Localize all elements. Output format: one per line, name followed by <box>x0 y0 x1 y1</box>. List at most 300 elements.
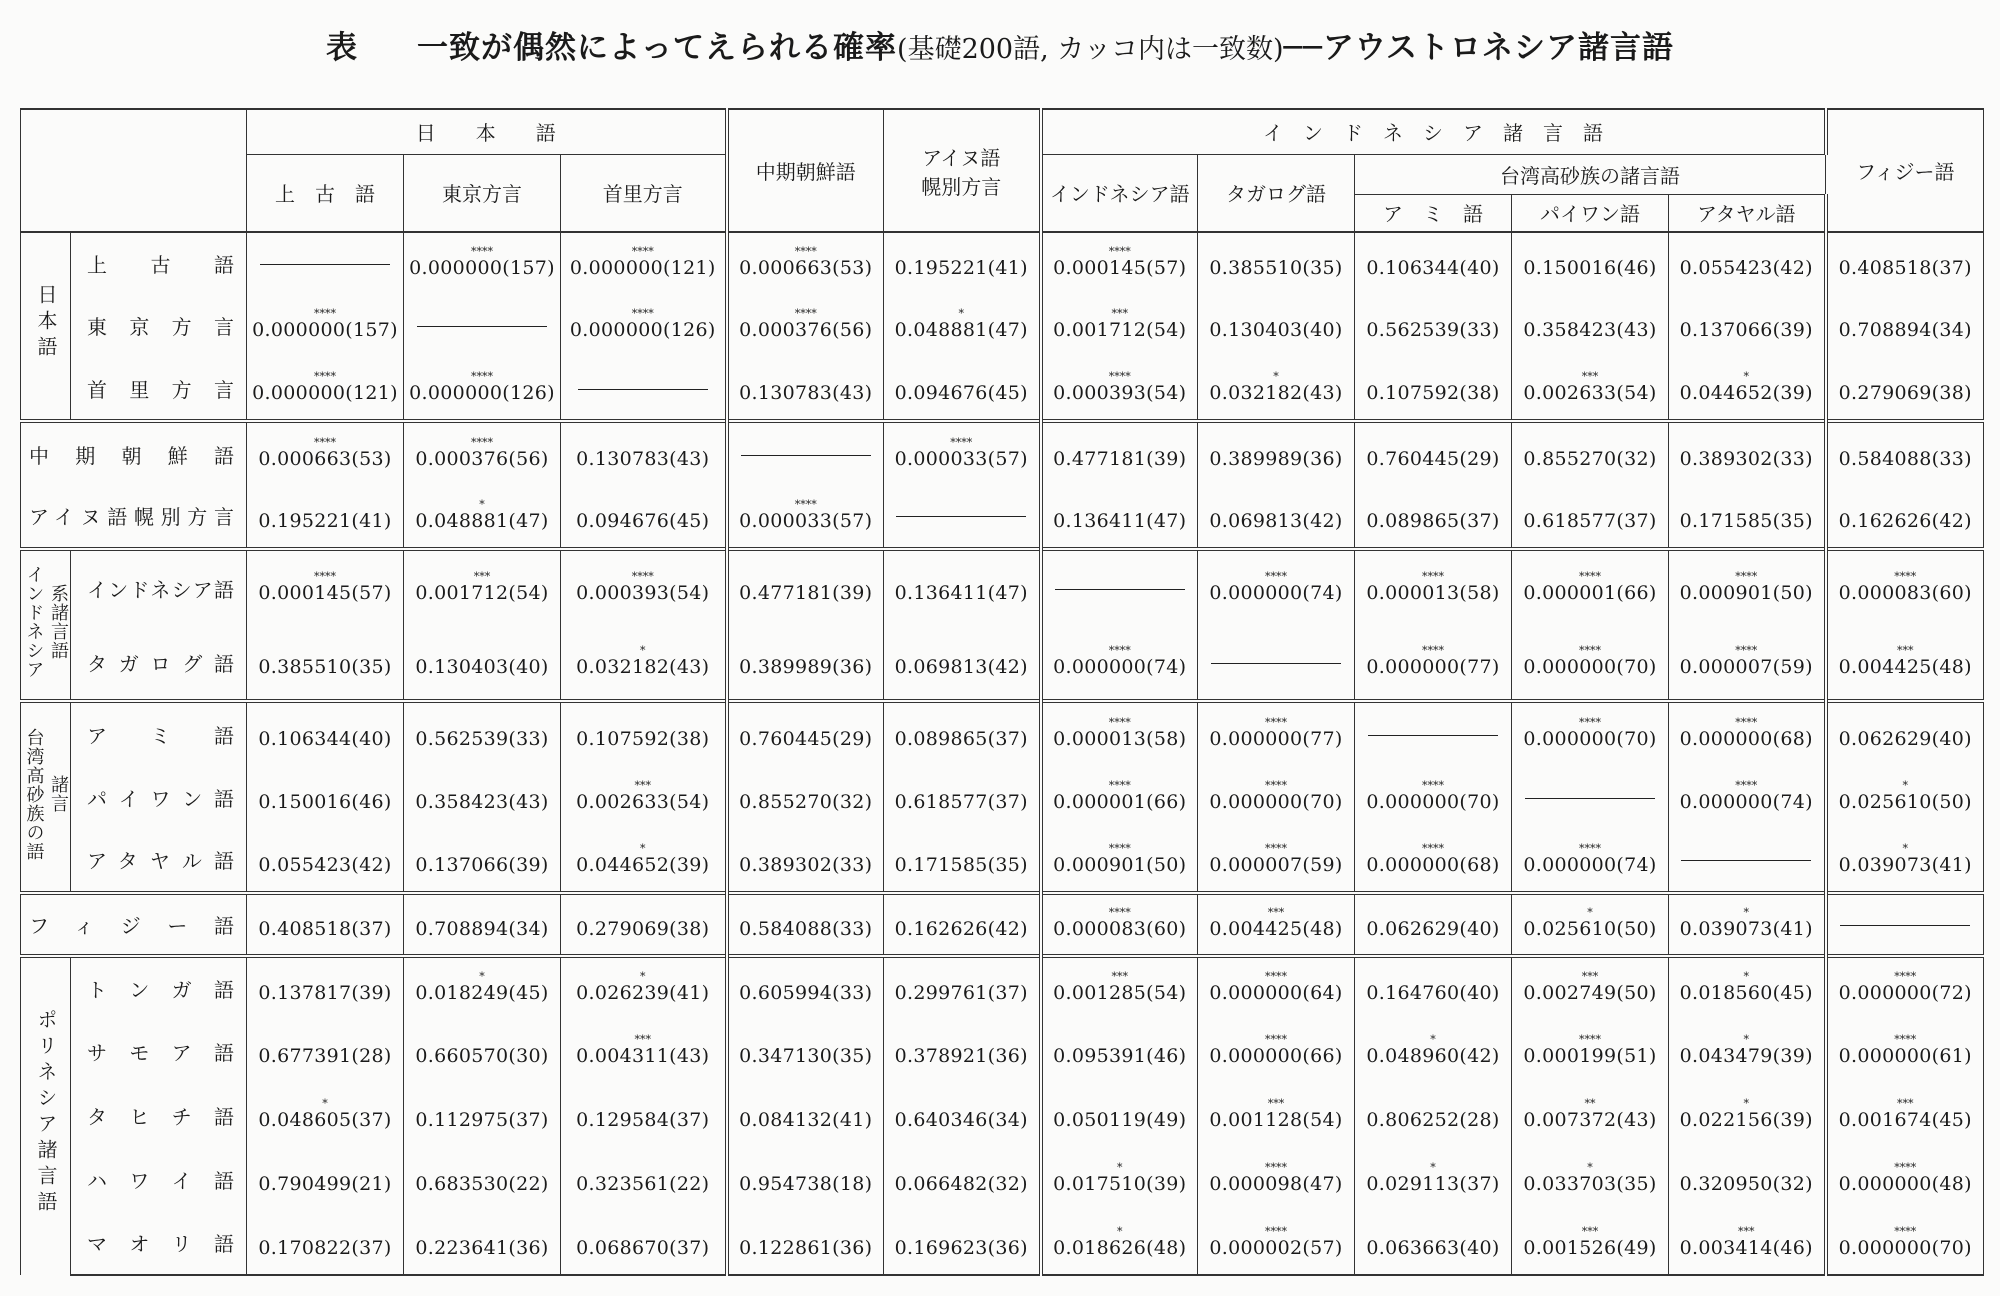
matrix-cell <box>1041 232 1198 293</box>
significance-stars: *** <box>473 570 491 583</box>
significance-stars <box>247 908 403 918</box>
matrix-cell <box>247 549 404 625</box>
probability-value: 0.708894(34) <box>1838 319 1972 342</box>
matrix-cell <box>247 357 404 421</box>
significance-stars: *** <box>1738 1224 1755 1238</box>
probability-value: 0.066482(32) <box>894 1173 1028 1196</box>
significance-stars <box>884 247 1039 257</box>
probability-value: 0.000000(157) <box>252 319 398 342</box>
probability-value: 0.584088(33) <box>1838 448 1972 471</box>
probability-value: 0.001712(54) <box>1053 319 1187 342</box>
probability-value: 0.025610(50) <box>1838 791 1972 814</box>
row-label: パイワン語 <box>71 765 247 829</box>
matrix-cell <box>561 1211 727 1275</box>
matrix-cell <box>561 421 727 485</box>
significance-stars: **** <box>1894 1224 1917 1238</box>
row-label: マ オ リ 語 <box>71 1211 247 1275</box>
significance-stars: * <box>1743 970 1749 984</box>
matrix-cell <box>727 625 884 701</box>
probability-value: 0.017510(39) <box>1053 1173 1187 1196</box>
matrix-cell <box>1355 765 1512 829</box>
significance-stars <box>1512 309 1668 319</box>
significance-stars: **** <box>1894 1033 1917 1047</box>
significance-stars <box>1043 438 1198 448</box>
matrix-cell <box>1512 1019 1669 1083</box>
title-tail: ──アウストロネシア諸言語 <box>1283 30 1674 66</box>
probability-value: 0.195221(41) <box>894 257 1028 280</box>
row-label: タ ヒ チ 語 <box>71 1083 247 1147</box>
significance-stars: **** <box>1579 716 1601 730</box>
probability-value: 0.004311(43) <box>576 1045 710 1068</box>
significance-stars: **** <box>1579 570 1601 583</box>
significance-stars <box>729 781 884 791</box>
significance-stars <box>1355 372 1511 382</box>
probability-value: 0.000001(66) <box>1523 582 1657 604</box>
significance-stars: **** <box>1265 841 1287 855</box>
matrix-cell <box>727 956 884 1020</box>
matrix-cell <box>884 701 1041 765</box>
matrix-cell <box>561 1083 727 1147</box>
significance-stars: * <box>1273 370 1279 384</box>
probability-matrix-table <box>20 108 1984 1276</box>
significance-stars: * <box>640 644 646 658</box>
matrix-cell <box>1355 357 1512 421</box>
probability-value: 0.605994(33) <box>739 982 873 1005</box>
matrix-cell <box>1669 829 1826 893</box>
matrix-body <box>21 232 1984 1275</box>
significance-stars: **** <box>1735 779 1758 793</box>
matrix-cell <box>1512 701 1669 765</box>
probability-value: 0.000000(70) <box>1523 656 1657 679</box>
significance-stars <box>1355 309 1511 319</box>
significance-stars: **** <box>794 245 817 259</box>
probability-value: 0.562539(33) <box>1366 319 1500 342</box>
probability-value: 0.018249(45) <box>415 982 549 1005</box>
significance-stars: * <box>322 1097 328 1111</box>
significance-stars <box>247 972 403 982</box>
matrix-cell <box>1826 1211 1984 1275</box>
probability-value: 0.033703(35) <box>1523 1173 1657 1196</box>
matrix-cell <box>561 1147 727 1211</box>
significance-stars: **** <box>1108 716 1131 730</box>
significance-stars: * <box>1902 841 1909 855</box>
matrix-cell <box>1826 1083 1984 1147</box>
probability-value: 0.000083(60) <box>1838 582 1972 604</box>
diagonal-dash <box>417 326 547 327</box>
matrix-cell <box>1041 549 1198 625</box>
probability-value: 0.195221(41) <box>258 509 392 532</box>
group-japanese <box>21 232 71 421</box>
header-fiji: フィジー語 <box>1826 109 1984 232</box>
probability-value: 0.000000(68) <box>1679 728 1813 751</box>
probability-value: 0.000393(54) <box>1053 382 1187 405</box>
matrix-cell <box>1041 421 1198 485</box>
matrix-cell <box>1669 701 1826 765</box>
probability-value: 0.089865(37) <box>1366 509 1500 532</box>
header-indonesian: インドネシア語 <box>1041 154 1198 232</box>
probability-value: 0.007372(43) <box>1523 1109 1657 1132</box>
significance-stars <box>404 1163 560 1173</box>
probability-value: 0.004425(48) <box>1209 918 1343 941</box>
matrix-cell <box>1041 1019 1198 1083</box>
probability-value: 0.000000(48) <box>1838 1173 1972 1196</box>
probability-value: 0.002749(50) <box>1523 982 1657 1005</box>
probability-value: 0.000013(58) <box>1366 582 1500 604</box>
probability-value: 0.048960(42) <box>1366 1045 1500 1068</box>
matrix-cell <box>1669 625 1826 701</box>
matrix-cell <box>1669 1211 1826 1275</box>
significance-stars: **** <box>794 497 817 511</box>
probability-value: 0.000000(68) <box>1366 853 1500 876</box>
table-row <box>21 421 1984 485</box>
matrix-cell <box>884 357 1041 421</box>
matrix-cell <box>1041 829 1198 893</box>
matrix-cell <box>561 625 727 701</box>
probability-value: 0.095391(46) <box>1053 1045 1187 1068</box>
table-row <box>21 232 1984 293</box>
table-row <box>21 765 1984 829</box>
probability-value: 0.389989(36) <box>1209 448 1343 471</box>
matrix-cell <box>1826 232 1984 293</box>
row-label: アイヌ語幌別方言 <box>21 485 247 549</box>
probability-value: 0.001285(54) <box>1053 982 1187 1005</box>
diagonal-dash <box>260 264 390 265</box>
matrix-cell <box>884 829 1041 893</box>
significance-stars <box>1355 247 1511 257</box>
significance-stars <box>1043 1035 1198 1045</box>
matrix-cell <box>404 232 561 293</box>
matrix-cell <box>1669 549 1826 625</box>
matrix-cell <box>1355 956 1512 1020</box>
significance-stars <box>247 1163 403 1173</box>
matrix-cell <box>247 1019 404 1083</box>
probability-value: 0.000033(57) <box>894 448 1028 471</box>
probability-value: 0.029113(37) <box>1366 1173 1500 1196</box>
significance-stars <box>1355 438 1511 448</box>
significance-stars <box>1043 1099 1198 1109</box>
significance-stars: **** <box>314 436 336 450</box>
probability-value: 0.055423(42) <box>1679 257 1813 280</box>
table-row <box>21 829 1984 893</box>
probability-value: 0.000000(72) <box>1838 982 1972 1005</box>
significance-stars <box>884 1227 1039 1237</box>
matrix-cell <box>1355 701 1512 765</box>
probability-value: 0.069813(42) <box>894 656 1028 679</box>
matrix-cell <box>247 956 404 1020</box>
matrix-cell <box>404 485 561 549</box>
probability-value: 0.164760(40) <box>1366 982 1500 1005</box>
header-ainu-line2: 幌別方言 <box>921 174 1002 199</box>
matrix-cell <box>247 829 404 893</box>
probability-value: 0.000901(50) <box>1679 582 1813 604</box>
probability-value: 0.389302(33) <box>739 853 873 876</box>
significance-stars: * <box>1587 906 1593 920</box>
diagonal-dash <box>1055 589 1185 590</box>
matrix-cell <box>727 549 884 625</box>
matrix-cell <box>727 1211 884 1275</box>
probability-value: 0.000663(53) <box>739 257 873 280</box>
group-indonesian-label-2: インドネシア <box>23 565 45 680</box>
probability-value: 0.855270(32) <box>739 791 873 814</box>
probability-value: 0.044652(39) <box>576 853 710 876</box>
probability-value: 0.683530(22) <box>415 1173 549 1196</box>
probability-value: 0.000393(54) <box>576 582 710 604</box>
matrix-cell <box>727 1083 884 1147</box>
probability-value: 0.169623(36) <box>894 1236 1028 1259</box>
row-label: フィジー語 <box>21 893 247 956</box>
significance-stars <box>561 1099 725 1109</box>
significance-stars <box>1355 1227 1511 1237</box>
significance-stars <box>729 1227 884 1237</box>
header-tokyo: 東京方言 <box>404 154 561 232</box>
probability-value: 0.408518(37) <box>258 918 392 941</box>
table-title <box>0 22 2000 67</box>
significance-stars: **** <box>1108 644 1131 658</box>
matrix-cell <box>1512 956 1669 1020</box>
significance-stars <box>1355 972 1511 982</box>
header-ainu <box>884 109 1041 232</box>
probability-value: 0.062629(40) <box>1366 918 1500 941</box>
matrix-cell <box>1826 421 1984 485</box>
significance-stars <box>1669 247 1824 257</box>
table-row <box>21 485 1984 549</box>
significance-stars: **** <box>1422 644 1444 658</box>
probability-value: 0.000376(56) <box>415 448 549 471</box>
significance-stars: **** <box>1108 906 1131 920</box>
matrix-cell <box>404 893 561 956</box>
row-label: サ モ ア 語 <box>71 1019 247 1083</box>
significance-stars: * <box>1430 1161 1436 1175</box>
probability-value: 0.063663(40) <box>1366 1236 1500 1259</box>
probability-value: 0.130783(43) <box>739 382 873 405</box>
matrix-cell <box>1826 485 1984 549</box>
probability-value: 0.000033(57) <box>739 509 873 532</box>
significance-stars <box>729 844 884 854</box>
probability-value: 0.000083(60) <box>1053 918 1187 941</box>
probability-value: 0.000000(126) <box>569 319 716 342</box>
matrix-cell <box>884 1211 1041 1275</box>
significance-stars: **** <box>1894 570 1917 583</box>
matrix-cell <box>1198 893 1355 956</box>
probability-value: 0.677391(28) <box>258 1045 392 1068</box>
probability-value: 0.660570(30) <box>415 1045 549 1068</box>
header-shuri: 首里方言 <box>561 154 727 232</box>
probability-value: 0.000000(121) <box>569 257 716 280</box>
significance-stars <box>1669 438 1824 448</box>
matrix-cell <box>884 293 1041 357</box>
matrix-cell <box>1512 1211 1669 1275</box>
significance-stars <box>247 1035 403 1045</box>
matrix-cell <box>1669 893 1826 956</box>
matrix-cell <box>247 765 404 829</box>
significance-stars <box>884 646 1039 656</box>
significance-stars: * <box>1743 906 1749 920</box>
probability-value: 0.708894(34) <box>415 918 549 941</box>
matrix-cell <box>561 549 727 625</box>
header-atayal: アタヤル語 <box>1669 194 1826 232</box>
matrix-cell <box>1355 549 1512 625</box>
matrix-cell <box>247 485 404 549</box>
significance-stars: **** <box>1265 716 1287 730</box>
table-row <box>21 549 1984 625</box>
significance-stars <box>1828 718 1984 728</box>
significance-stars <box>247 844 403 854</box>
matrix-cell <box>727 701 884 765</box>
probability-value: 0.000000(74) <box>1209 582 1343 604</box>
matrix-cell <box>404 293 561 357</box>
significance-stars <box>1198 309 1354 319</box>
group-taiwan <box>21 701 71 893</box>
significance-stars <box>404 718 560 728</box>
significance-stars: **** <box>631 307 654 321</box>
significance-stars: **** <box>314 570 336 583</box>
significance-stars: **** <box>471 245 493 259</box>
significance-stars <box>247 646 403 656</box>
matrix-cell <box>727 1147 884 1211</box>
probability-value: 0.162626(42) <box>1838 509 1972 532</box>
significance-stars: **** <box>314 307 336 321</box>
significance-stars: **** <box>471 370 493 384</box>
probability-value: 0.002633(54) <box>1523 382 1657 405</box>
significance-stars: **** <box>1422 779 1444 793</box>
significance-stars: **** <box>1265 1033 1287 1047</box>
matrix-cell <box>247 1083 404 1147</box>
significance-stars: **** <box>1894 1161 1917 1175</box>
probability-value: 0.000000(70) <box>1366 791 1500 814</box>
probability-value: 0.043479(39) <box>1679 1045 1813 1068</box>
matrix-cell <box>404 829 561 893</box>
probability-value: 0.000000(77) <box>1209 728 1343 751</box>
probability-value: 0.039073(41) <box>1679 918 1813 941</box>
matrix-cell <box>561 765 727 829</box>
header-korean: 中期朝鮮語 <box>727 109 884 232</box>
probability-value: 0.000000(74) <box>1679 791 1813 814</box>
matrix-cell <box>1826 1147 1984 1211</box>
significance-stars: * <box>1117 1161 1123 1175</box>
probability-value: 0.477181(39) <box>1053 448 1187 471</box>
diagonal-dash <box>1211 663 1341 664</box>
header-tagalog: タガログ語 <box>1198 154 1355 232</box>
matrix-cell <box>1669 1019 1826 1083</box>
matrix-cell <box>1355 485 1512 549</box>
probability-value: 0.003414(46) <box>1679 1236 1813 1259</box>
significance-stars <box>1043 500 1198 510</box>
row-label: アタヤル語 <box>71 829 247 893</box>
probability-value: 0.760445(29) <box>1366 448 1500 471</box>
matrix-cell <box>247 625 404 701</box>
significance-stars: **** <box>631 245 654 259</box>
matrix-cell <box>884 549 1041 625</box>
matrix-cell <box>561 701 727 765</box>
matrix-cell <box>404 701 561 765</box>
significance-stars: **** <box>1735 644 1758 658</box>
probability-value: 0.018626(48) <box>1053 1236 1187 1259</box>
probability-value: 0.790499(21) <box>258 1173 392 1196</box>
significance-stars: **** <box>471 436 493 450</box>
significance-stars: * <box>640 841 646 855</box>
matrix-cell <box>1355 625 1512 701</box>
significance-stars: **** <box>950 436 973 450</box>
probability-value: 0.050119(49) <box>1053 1109 1187 1132</box>
significance-stars: **** <box>1265 1224 1287 1238</box>
significance-stars <box>561 438 725 448</box>
significance-stars: * <box>640 970 646 984</box>
significance-stars <box>404 646 560 656</box>
probability-value: 0.223641(36) <box>415 1236 549 1259</box>
group-japanese-label: 日本語 <box>34 284 58 363</box>
probability-value: 0.000000(157) <box>409 257 555 280</box>
significance-stars: * <box>1743 370 1749 384</box>
probability-value: 0.129584(37) <box>576 1109 710 1132</box>
matrix-cell <box>247 293 404 357</box>
probability-value: 0.044652(39) <box>1679 382 1813 405</box>
diagonal-dash <box>578 389 708 390</box>
probability-value: 0.000000(61) <box>1838 1045 1972 1068</box>
significance-stars: * <box>1587 1161 1593 1175</box>
significance-stars <box>1828 438 1984 448</box>
probability-value: 0.618577(37) <box>894 791 1028 814</box>
row-label: タガログ語 <box>71 625 247 701</box>
significance-stars <box>247 781 403 791</box>
matrix-cell <box>1512 1083 1669 1147</box>
significance-stars <box>884 844 1039 854</box>
significance-stars <box>1669 309 1824 319</box>
significance-stars: * <box>1902 779 1909 793</box>
probability-value: 0.001526(49) <box>1523 1236 1657 1259</box>
matrix-cell <box>1355 1147 1512 1211</box>
matrix-cell <box>1041 893 1198 956</box>
probability-value: 0.094676(45) <box>576 509 710 532</box>
matrix-cell <box>247 893 404 956</box>
matrix-cell <box>1826 293 1984 357</box>
probability-value: 0.323561(22) <box>576 1173 710 1196</box>
significance-stars: *** <box>1111 307 1128 321</box>
group-taiwan-label-1: 諸言 <box>48 775 69 814</box>
probability-value: 0.806252(28) <box>1366 1109 1500 1132</box>
significance-stars <box>729 908 884 918</box>
significance-stars: **** <box>1422 570 1444 583</box>
significance-stars: **** <box>1735 716 1758 730</box>
significance-stars <box>884 1099 1039 1109</box>
matrix-cell <box>1198 956 1355 1020</box>
matrix-cell <box>1512 829 1669 893</box>
matrix-cell <box>1041 293 1198 357</box>
significance-stars: **** <box>1579 644 1601 658</box>
probability-value: 0.000013(58) <box>1053 728 1187 751</box>
probability-value: 0.150016(46) <box>1523 257 1657 280</box>
row-label: ト ン ガ 語 <box>71 956 247 1020</box>
significance-stars <box>1355 1099 1511 1109</box>
significance-stars <box>1669 500 1824 510</box>
probability-value: 0.107592(38) <box>1366 382 1500 405</box>
diagonal-dash <box>1681 860 1811 861</box>
probability-value: 0.062629(40) <box>1838 728 1972 751</box>
row-label: 上 古 語 <box>71 232 247 293</box>
matrix-cell <box>1198 1211 1355 1275</box>
matrix-cell <box>1198 625 1355 701</box>
significance-stars: **** <box>1108 245 1131 259</box>
probability-value: 0.000000(66) <box>1209 1045 1343 1068</box>
header-kodai: 上 古 語 <box>247 154 404 232</box>
matrix-cell <box>561 893 727 956</box>
probability-value: 0.068670(37) <box>576 1236 710 1259</box>
probability-value: 0.000000(126) <box>409 382 555 405</box>
table-row <box>21 1083 1984 1147</box>
significance-stars <box>404 844 560 854</box>
significance-stars <box>404 1035 560 1045</box>
probability-value: 0.000098(47) <box>1209 1173 1343 1196</box>
matrix-cell <box>1041 1147 1198 1211</box>
